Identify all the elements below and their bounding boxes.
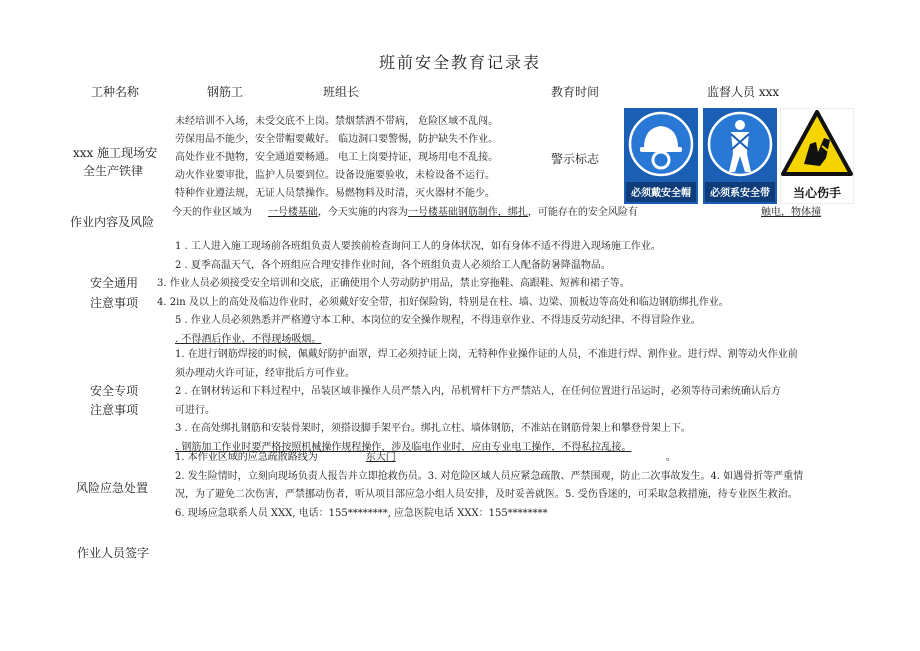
general-list bbox=[157, 238, 729, 349]
page-title: 班前安全教育记录表 bbox=[378, 53, 541, 72]
job-type-value: 钢筋工 bbox=[207, 85, 244, 99]
supervisor-label: 监督人员 xxx bbox=[707, 85, 780, 99]
list-item: 1 . 工人进入施工现场前各班组负责人要挨前检查询问工人的身体状况，如有身体不适不得进入现场施工作业。 bbox=[175, 241, 661, 252]
list-item: 2 . 夏季高温天气，各个班组应合理安排作业时间，各个班组负责人必须给工人配备防暑降温物品。 bbox=[175, 259, 611, 271]
team-leader-label: 班组长 bbox=[323, 85, 360, 99]
list-item: 2. 发生险情时，立刻向现场负责人报告并立即抢救伤员。3. 对危险区域人员应紧急疏散、严禁围观，防止二次事故发生。4. 如遇骨折等严重情 bbox=[175, 470, 804, 482]
list-item: 1. 本作业区域的应急疏散路线为 东大门 。 bbox=[175, 452, 676, 463]
sign-caption: 必须戴安全帽 bbox=[631, 188, 691, 199]
iron-rule-line: 未经培训不入场，未受交底不上岗。禁烟禁酒不带病， 危险区域不乱闯。 bbox=[175, 116, 499, 127]
edu-time-label: 教育时间 bbox=[551, 85, 600, 99]
list-item: 须办理动火许可证，经审批后方可作业。 bbox=[175, 367, 355, 379]
sign-caption: 必须系安全带 bbox=[710, 188, 770, 199]
list-item: 6. 现场应急联系人员 XXX, 电话：155********, 应急医院电话 XXX：155******** bbox=[175, 507, 548, 519]
iron-rules-label-1: xxx 施工现场安 bbox=[73, 146, 158, 160]
list-item: 3 . 在高处绑扎钢筋和安装骨架时，须搭设脚手架平台。绑扎立柱、墙体钢筋，不准站在钢筋骨架上和攀登骨架上下。 bbox=[175, 423, 691, 434]
hand-injury-icon bbox=[780, 108, 854, 204]
sign-caption: 当心伤手 bbox=[792, 186, 842, 200]
list-item: 1. 在进行钢筋焊接的时候，佩戴好防护面罩，焊工必须持证上岗，无特种作业操作证的人员，不准进行焊、割作业。进行焊、割等动火作业前 bbox=[175, 349, 798, 360]
list-item: . 不得酒后作业、不得现场吸烟。 bbox=[175, 333, 322, 345]
sign-helmet bbox=[624, 108, 698, 204]
helmet-icon bbox=[624, 108, 698, 204]
special-list bbox=[175, 346, 798, 457]
work-content: 一号楼基础钢筋制作，绑扎 bbox=[407, 207, 528, 218]
iron-rules-list bbox=[175, 113, 498, 203]
harness-icon bbox=[703, 108, 777, 204]
iron-rule-line: 动火作业要审批，监护人员要到位。设备设施要验收，未检设备不运行。 bbox=[175, 170, 495, 181]
list-item: 3. 作业人员必须接受安全培训和交底，正确使用个人劳动防护用品，禁止穿拖鞋、高跟鞋、短裤和裙子等。 bbox=[157, 278, 630, 289]
warning-signs-label: 警示标志 bbox=[551, 152, 600, 166]
job-type-label: 工种名称 bbox=[91, 85, 140, 99]
sign-hand-injury bbox=[780, 108, 854, 204]
special-label-1: 安全专项 bbox=[90, 384, 139, 398]
work-area: 一号楼基础 bbox=[267, 207, 318, 218]
signature-label: 作业人员签字 bbox=[77, 546, 150, 560]
sign-harness bbox=[703, 108, 777, 204]
general-label-1: 安全通用 bbox=[90, 276, 139, 290]
iron-rule-line: 高处作业不抛物，安全通道要畅通。 电工上岗要持证，现场用电不乱接。 bbox=[175, 152, 499, 163]
work-risks: 触电，物体撞 bbox=[761, 207, 821, 218]
list-item: . 钢筋加工作业时要严格按照机械操作规程操作，涉及临电作业时，应由专业电工操作，不得私拉乱接。 bbox=[175, 441, 632, 453]
work-content-label: 作业内容及风险 bbox=[70, 215, 155, 229]
emergency-list bbox=[175, 449, 803, 523]
work-content-text: 今天的作业区域为 一号楼基础，今天实施的内容为一号楼基础钢筋制作，绑扎，可能存在的安全风险有 bbox=[172, 207, 638, 218]
list-item: 况，为了避免二次伤害，严禁挪动伤者，听从项目部应急小组人员安排，及时妥善就医。5. 受伤昏迷的，可采取急救措施，待专业医生救治。 bbox=[175, 489, 798, 500]
special-label-2: 注意事项 bbox=[90, 403, 139, 417]
iron-rule-line: 劳保用品不能少，安全带帽要戴好。 临边洞口要警惕，防护缺失不作业。 bbox=[175, 134, 499, 145]
list-item: 4. 2in 及以上的高处及临边作业时，必须戴好安全带，扣好保险钩，特别是在柱、墙、边梁、顶板边等高处和临边钢筋绑扎作业。 bbox=[157, 296, 729, 308]
list-item: 可进行。 bbox=[175, 404, 215, 416]
iron-rule-line: 特种作业遵法规，无证人员禁操作。易燃物料及时清，灭火器材不能少。 bbox=[175, 188, 495, 199]
emergency-label: 风险应急处置 bbox=[76, 481, 149, 495]
list-item: 2 . 在钢材转运和下料过程中，吊装区域非操作人员严禁入内，吊机臂杆下方严禁站人，在任何位置进行吊运时，必须等待司索统确认后方 bbox=[175, 386, 781, 397]
general-label-2: 注意事项 bbox=[90, 296, 139, 310]
iron-rules-label-2: 全生产铁律 bbox=[83, 164, 144, 178]
list-item: 5 . 作业人员必须熟悉并严格遵守本工种、本岗位的安全操作规程，不得违章作业、不得违反劳动纪律、不得冒险作业。 bbox=[175, 315, 701, 326]
evacuation-route: 东大门 bbox=[365, 452, 396, 463]
